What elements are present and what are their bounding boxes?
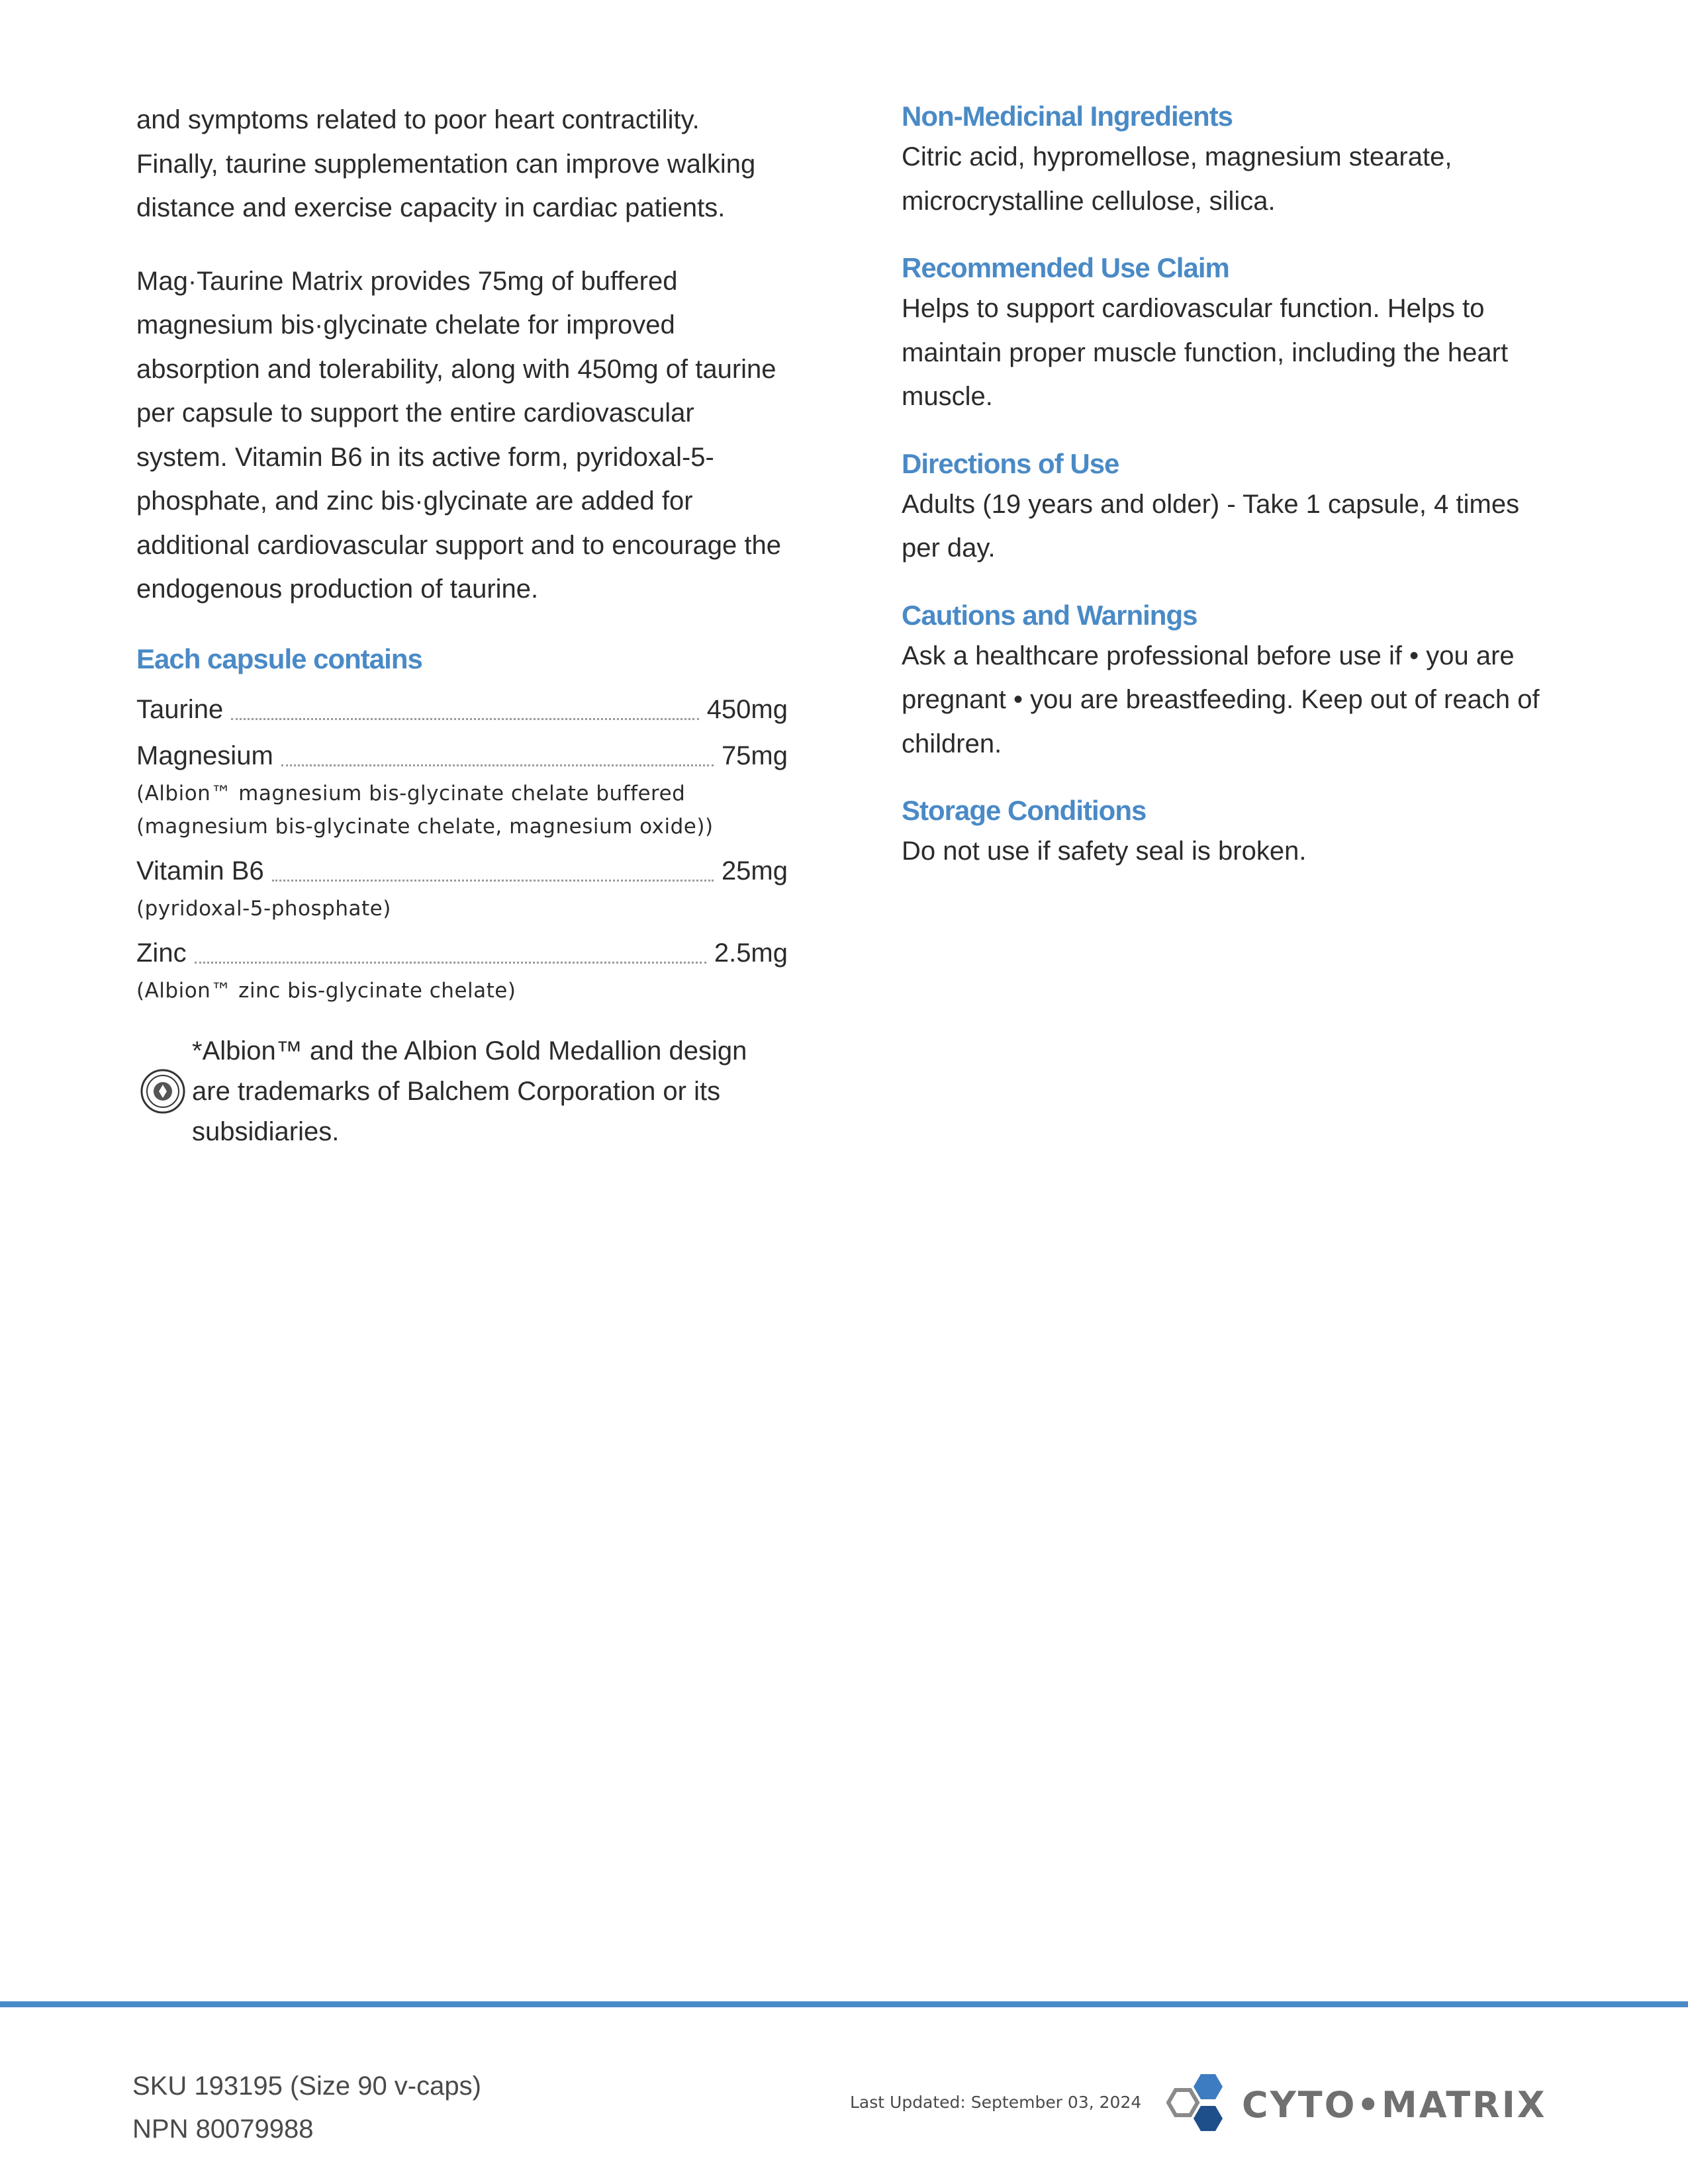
footer-divider bbox=[0, 2001, 1688, 2007]
use-claim-section bbox=[902, 250, 1564, 419]
capsule-heading: Each capsule contains bbox=[136, 643, 422, 674]
ingredient-name: Zinc bbox=[136, 938, 187, 968]
section-body: Helps to support cardiovascular function. Helps to maintain proper muscle function, including the heart muscle. bbox=[902, 294, 1509, 411]
albion-medallion-icon bbox=[140, 1069, 185, 1114]
product-paragraph: Mag·Taurine Matrix provides 75mg of buffered magnesium bis·glycinate chelate for improved absorption and tolerability, along with 450mg of taurine per capsule to support the entire cardiovascular system. Vitamin B6 in its active form, pyridoxal-5-phosphate, and zinc bis·glycinate are added for additional cardiovascular support and to encourage the endogenous production of taurine. bbox=[136, 266, 781, 604]
npn-text: NPN 80079988 bbox=[132, 2115, 314, 2144]
dot-leader bbox=[231, 717, 698, 720]
ingredient-item bbox=[136, 852, 788, 925]
ingredient-amount: 75mg bbox=[721, 741, 788, 770]
section-body: Ask a healthcare professional before use if • you are pregnant • you are breastfeeding. Keep out of reach of children. bbox=[902, 641, 1540, 758]
ingredient-amount: 2.5mg bbox=[714, 938, 788, 968]
cautions-section bbox=[902, 597, 1564, 766]
section-heading: Cautions and Warnings bbox=[902, 599, 1197, 631]
intro-paragraph: and symptoms related to poor heart contractility. Finally, taurine supplementation can improve walking distance and exercise capacity in cardiac patients. bbox=[136, 105, 756, 222]
ingredient-name: Magnesium bbox=[136, 741, 273, 770]
hexagon-logo-icon bbox=[1162, 2070, 1231, 2139]
brand-logo bbox=[1162, 2070, 1546, 2139]
ingredient-amount: 450mg bbox=[706, 694, 788, 724]
storage-section bbox=[902, 792, 1564, 874]
section-heading: Recommended Use Claim bbox=[902, 252, 1229, 283]
ingredient-item bbox=[136, 737, 788, 843]
left-column bbox=[136, 98, 788, 1152]
right-column bbox=[902, 98, 1564, 900]
ingredient-item bbox=[136, 934, 788, 1007]
section-heading: Non-Medicinal Ingredients bbox=[902, 101, 1233, 132]
section-body: Adults (19 years and older) - Take 1 capsule, 4 times per day. bbox=[902, 489, 1520, 563]
last-updated-text: Last Updated: September 03, 2024 bbox=[850, 2093, 1142, 2112]
dot-leader bbox=[272, 879, 714, 882]
ingredient-item bbox=[136, 691, 788, 728]
directions-section bbox=[902, 445, 1564, 570]
ingredient-note: (pyridoxal-5-phosphate) bbox=[136, 896, 391, 921]
ingredient-note: (Albion™ magnesium bis-glycinate chelate buffered (magnesium bis-glycinate chelate, magnesium oxide)) bbox=[136, 781, 714, 839]
section-heading: Storage Conditions bbox=[902, 795, 1147, 826]
footer-product-ids bbox=[132, 2065, 481, 2151]
section-body: Citric acid, hypromellose, magnesium stearate, microcrystalline cellulose, silica. bbox=[902, 142, 1452, 216]
dot-leader bbox=[195, 961, 706, 964]
ingredient-list bbox=[136, 691, 788, 1007]
albion-text: *Albion™ and the Albion Gold Medallion design are trademarks of Balchem Corporation or its subsidiaries. bbox=[192, 1036, 747, 1146]
brand-wordmark: CYTO•MATRIX bbox=[1242, 2083, 1547, 2126]
ingredient-amount: 25mg bbox=[721, 856, 788, 886]
section-heading: Directions of Use bbox=[902, 447, 1119, 479]
non-medicinal-section bbox=[902, 98, 1564, 223]
section-body: Do not use if safety seal is broken. bbox=[902, 837, 1307, 866]
ingredient-note: (Albion™ zinc bis-glycinate chelate) bbox=[136, 978, 516, 1003]
ingredient-name: Vitamin B6 bbox=[136, 856, 264, 886]
dot-leader bbox=[281, 764, 714, 766]
sku-text: SKU 193195 (Size 90 v-caps) bbox=[132, 2071, 481, 2101]
ingredient-name: Taurine bbox=[136, 694, 224, 724]
albion-trademark-note bbox=[140, 1031, 788, 1152]
